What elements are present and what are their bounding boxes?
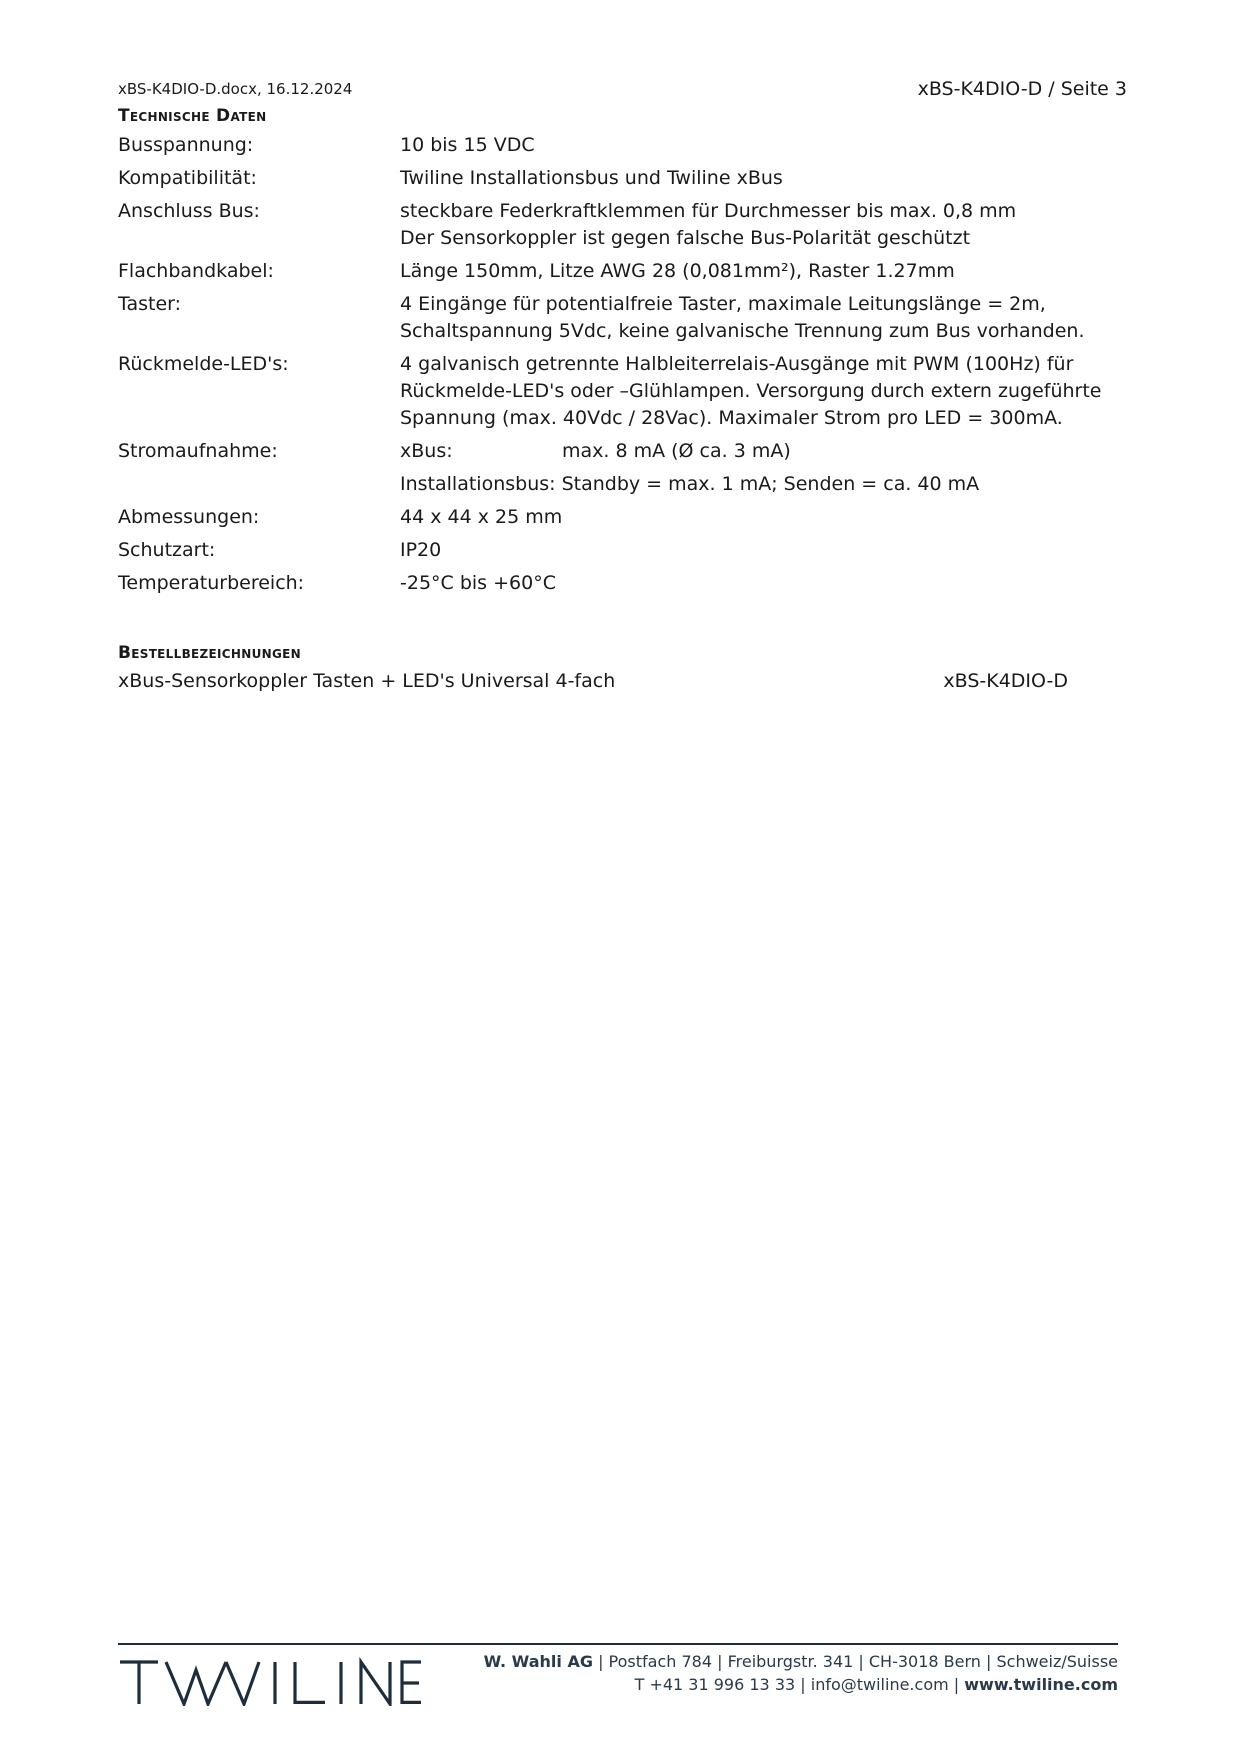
spec-label: Anschluss Bus:: [118, 200, 260, 222]
spec-line: Der Sensorkoppler ist gegen falsche Bus-Polarität geschützt: [400, 227, 971, 249]
spec-label: Busspannung:: [118, 134, 254, 156]
twiline-logo: [118, 1644, 423, 1706]
footer-contact: [484, 1650, 1118, 1696]
power-install-line: Installationsbus: Standby = max. 1 mA; Senden = ca. 40 mA: [400, 473, 980, 495]
spec-line: Twiline Installationsbus und Twiline xBus: [400, 167, 783, 189]
spec-line: 4 galvanisch getrennte Halbleiterrelais-Ausgänge mit PWM (100Hz) für: [400, 353, 1074, 375]
footer-contact-line: [484, 1673, 1118, 1696]
spec-label: Schutzart:: [118, 539, 216, 561]
spec-line: 10 bis 15 VDC: [400, 134, 535, 156]
spec-row-temperature: [118, 570, 1128, 597]
spec-label: Rückmelde-LED's:: [118, 353, 289, 375]
spec-line: Schaltspannung 5Vdc, keine galvanische Trennung zum Bus vorhanden.: [400, 320, 1085, 342]
spec-line: steckbare Federkraftklemmen für Durchmesser bis max. 0,8 mm: [400, 200, 1017, 222]
spec-value: 44 x 44 x 25 mm: [400, 506, 563, 528]
spec-row-ribbon-cable: [118, 258, 1128, 285]
power-xbus-line: [400, 438, 1128, 465]
spec-value: [400, 438, 1128, 498]
spec-line: Rückmelde-LED's oder –Glühlampen. Versorgung durch extern zugeführte: [400, 380, 1102, 402]
spec-value: [400, 132, 1128, 159]
spec-label: Temperaturbereich:: [118, 572, 305, 594]
spec-value: [400, 198, 1128, 252]
spec-label: Flachbandkabel:: [118, 260, 274, 282]
spec-table: [118, 132, 1128, 603]
order-title: Bestellbezeichnungen: [118, 643, 301, 663]
spec-value: -25°C bis +60°C: [400, 572, 556, 594]
order-code: xBS-K4DIO-D: [943, 670, 1068, 692]
spec-line: Spannung (max. 40Vdc / 28Vac). Maximaler Strom pro LED = 300mA.: [400, 407, 1063, 429]
footer-address: | Postfach 784 | Freiburgstr. 341 | CH-3018 Bern | Schweiz/Suisse: [592, 1652, 1118, 1671]
spec-line: 4 Eingänge für potentialfreie Taster, maximale Leitungslänge = 2m,: [400, 293, 1046, 315]
spec-line: Länge 150mm, Litze AWG 28 (0,081mm²), Raster 1.27mm: [400, 260, 955, 282]
footer-phone-email: T +41 31 996 13 33 | info@twiline.com |: [634, 1675, 965, 1694]
spec-value: [400, 291, 1128, 345]
spec-label: Stromaufnahme:: [118, 440, 278, 462]
power-xbus-value: max. 8 mA (Ø ca. 3 mA): [562, 440, 791, 462]
footer-address-line: [484, 1650, 1118, 1673]
spec-row-feedback-leds: [118, 351, 1128, 432]
header-page-info: xBS-K4DIO-D / Seite 3: [917, 78, 1127, 100]
spec-row-compatibility: [118, 165, 1128, 192]
spec-label: Taster:: [118, 293, 182, 315]
order-description: xBus-Sensorkoppler Tasten + LED's Universal 4-fach: [118, 670, 616, 692]
technical-data-title: Technische Daten: [118, 106, 267, 126]
footer-website[interactable]: www.twiline.com: [964, 1675, 1118, 1694]
spec-label: Kompatibilität:: [118, 167, 257, 189]
spec-label: Abmessungen:: [118, 506, 260, 528]
power-xbus-key: xBus:: [400, 440, 453, 462]
spec-row-dimensions: [118, 504, 1128, 531]
spec-row-power-consumption: [118, 438, 1128, 498]
spec-value: [400, 351, 1128, 432]
spec-value: IP20: [400, 539, 442, 561]
spec-value: [400, 165, 1128, 192]
spec-value: [400, 258, 1128, 285]
spec-row-buttons: [118, 291, 1128, 345]
spec-row-protection: [118, 537, 1128, 564]
header-file-info: xBS-K4DIO-D.docx, 16.12.2024: [118, 80, 353, 98]
spec-row-bus-connection: [118, 198, 1128, 252]
spec-row-bus-voltage: [118, 132, 1128, 159]
footer-company: W. Wahli AG: [483, 1652, 593, 1671]
